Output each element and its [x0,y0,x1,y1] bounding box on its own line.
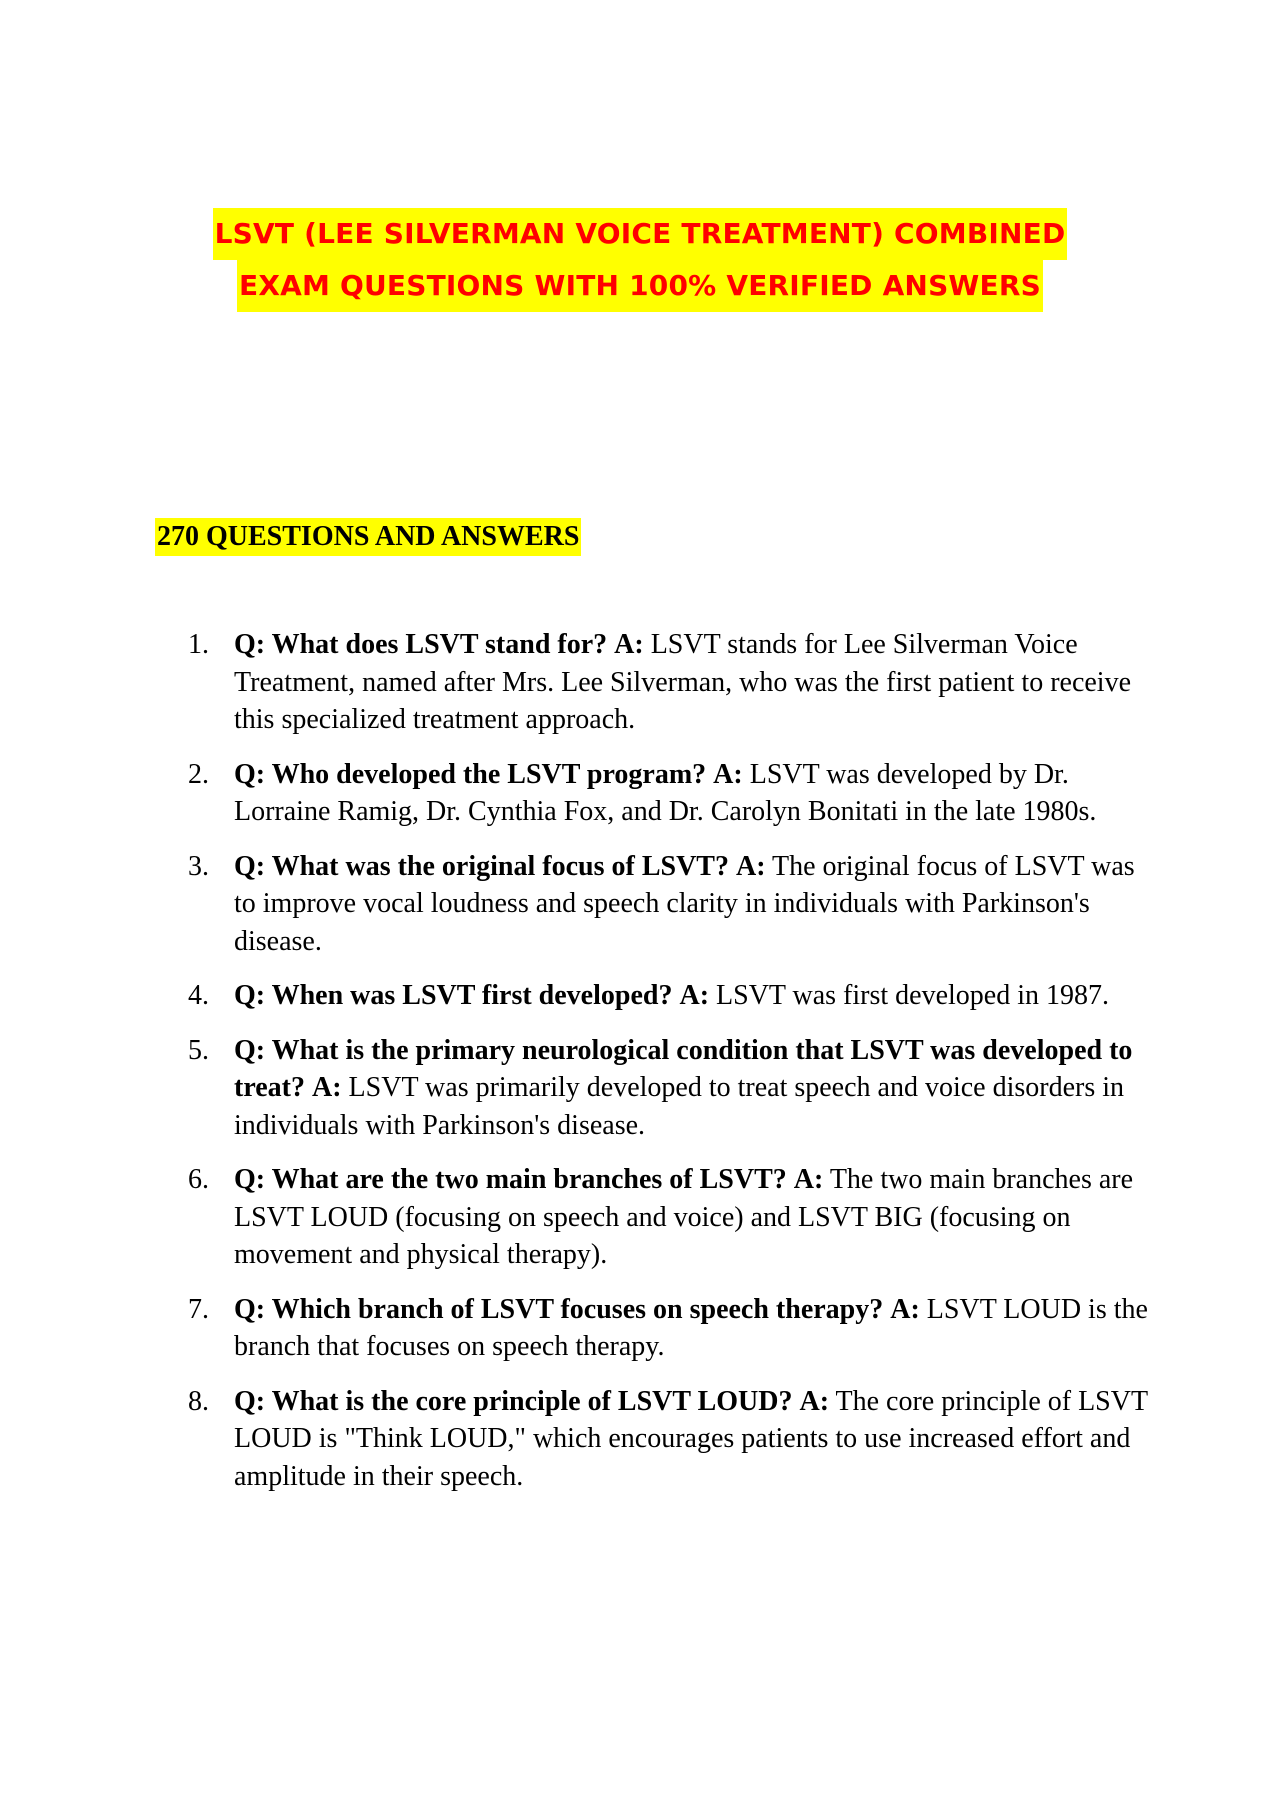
qa-question: Q: What are the two main branches of LSVT? [234,1164,787,1195]
qa-answer: LSVT was primarily developed to treat speech and voice disorders in individuals with Parkinson's disease. [234,1072,1125,1141]
qa-item [188,626,1148,739]
qa-answer: LSVT was first developed in 1987. [716,980,1109,1011]
qa-item [188,1161,1148,1274]
qa-answer-label: A: [793,1164,824,1195]
qa-answer-label: A: [799,1385,830,1417]
document-title [0,208,1280,312]
qa-number: 1. [188,629,209,660]
qa-number: 3. [188,850,209,882]
qa-item [188,756,1148,831]
qa-item [188,1032,1148,1145]
qa-answer-label: A: [890,1293,920,1325]
qa-question: Q: What was the original focus of LSVT? [234,850,729,882]
qa-number: 4. [188,980,209,1011]
qa-question: Q: When was LSVT first developed? [234,980,673,1011]
qa-number: 6. [188,1164,209,1195]
qa-answer-label: A: [735,850,766,882]
qa-answer: The two main branches are LSVT LOUD (focusing on speech and voice) and LSVT BIG (focusing on movement and physical therapy). [234,1164,1134,1270]
qa-question: Q: What is the core principle of LSVT LOUD? [234,1385,793,1417]
qa-question: Q: What does LSVT stand for? [234,629,608,660]
qa-answer: The original focus of LSVT was to improve vocal loudness and speech clarity in individuals with Parkinson's disease. [234,850,1135,957]
section-heading: 270 QUESTIONS AND ANSWERS [155,518,581,556]
qa-answer: The core principle of LSVT LOUD is "Think LOUD," which encourages patients to use increased effort and amplitude in their speech. [234,1385,1148,1492]
qa-question: Q: What is the primary neurological condition that LSVT was developed to treat? [234,1034,1133,1103]
qa-item [188,977,1148,1015]
qa-number: 8. [188,1385,209,1417]
qa-answer-label: A: [679,980,710,1011]
qa-item [188,848,1148,961]
qa-question: Q: Who developed the LSVT program? [234,758,707,790]
qa-answer: LSVT LOUD is the branch that focuses on speech therapy. [234,1293,1148,1362]
title-line-2: EXAM QUESTIONS WITH 100% VERIFIED ANSWERS [237,260,1043,312]
qa-list [188,626,1148,1512]
qa-number: 2. [188,758,209,790]
qa-question: Q: Which branch of LSVT focuses on speech therapy? [234,1293,884,1325]
qa-number: 5. [188,1034,209,1066]
qa-item [188,1291,1148,1366]
title-line-1: LSVT (LEE SILVERMAN VOICE TREATMENT) COMBINED [213,208,1068,260]
qa-answer-label: A: [614,629,644,660]
qa-answer-label: A: [312,1072,342,1103]
qa-answer-label: A: [713,758,743,790]
qa-item [188,1383,1148,1496]
qa-number: 7. [188,1293,209,1325]
qa-answer: LSVT was developed by Dr. Lorraine Ramig, Dr. Cynthia Fox, and Dr. Carolyn Bonitati in the late 1980s. [234,758,1097,827]
qa-answer: LSVT stands for Lee Silverman Voice Treatment, named after Mrs. Lee Silverman, who was the first patient to receive this specialized treatment approach. [234,629,1132,735]
